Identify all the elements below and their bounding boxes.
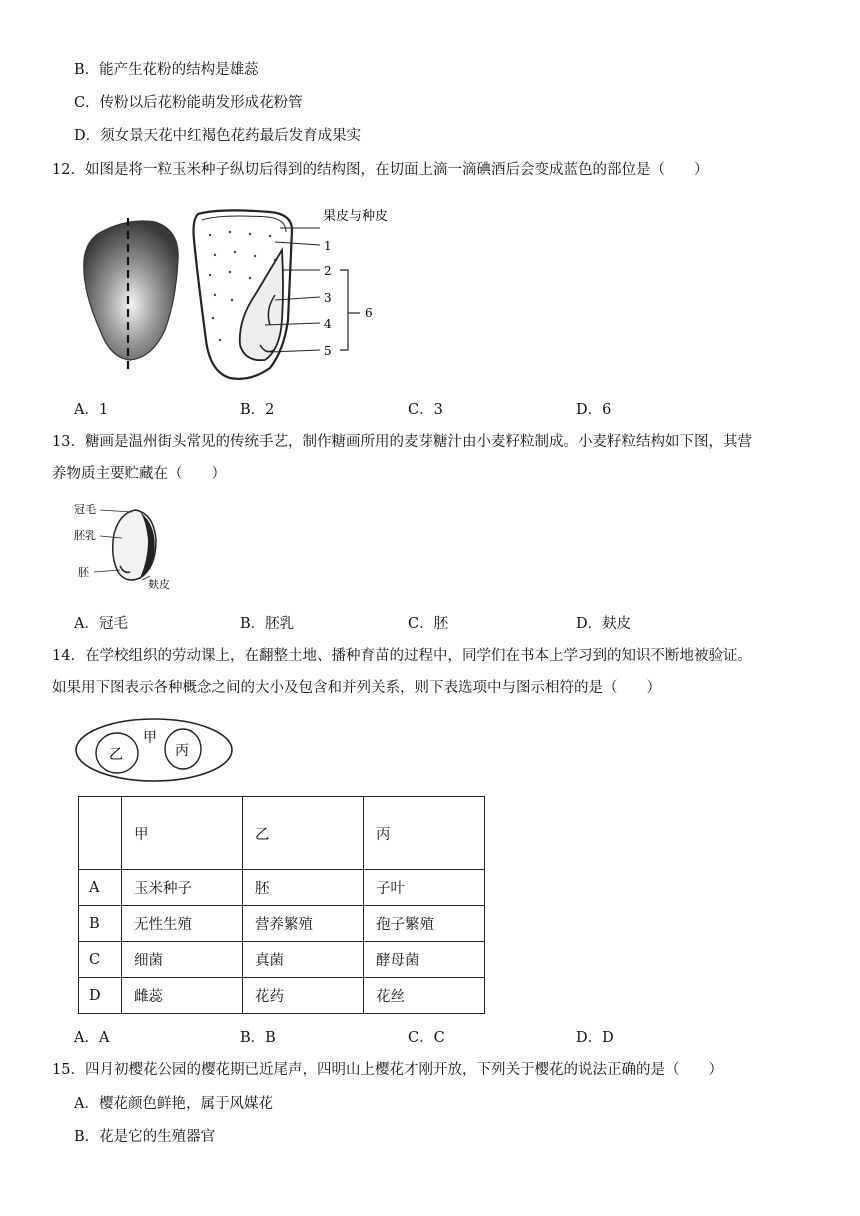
q14-options-table [78, 796, 485, 1014]
q12-option-b: B．2 [240, 402, 275, 418]
q14-label-jia: 甲 [143, 730, 157, 746]
q15-option-a: A．樱花颜色鲜艳，属于风媒花 [74, 1096, 273, 1112]
q14-label-yi: 乙 [109, 747, 123, 763]
q12-corn-seed-figure [70, 200, 430, 390]
q14-option-b: B．B [240, 1030, 276, 1046]
q14-stem-line2: 如果用下图表示各种概念之间的大小及包含和并列关系，则下表选项中与图示相符的是（ ） [52, 680, 661, 696]
table-header-cell: 乙 [243, 797, 364, 870]
table-cell: 无性生殖 [122, 906, 243, 942]
table-cell: 真菌 [243, 942, 364, 978]
q11-option-c: C．传粉以后花粉能萌发形成花粉管 [74, 95, 303, 111]
table-header-cell [79, 797, 122, 870]
table-header-row [79, 797, 485, 870]
q11-option-b: B．能产生花粉的结构是雄蕊 [74, 62, 259, 78]
table-cell: 酵母菌 [364, 942, 485, 978]
q14-stem-line1: 14．在学校组织的劳动课上，在翻整土地、播种育苗的过程中，同学们在书本上学习到的知识不断地被验证。 [52, 648, 752, 664]
q12-label-3: 3 [324, 291, 332, 305]
table-cell: 营养繁殖 [243, 906, 364, 942]
table-cell: 花药 [243, 978, 364, 1014]
q14-option-c: C．C [408, 1030, 445, 1046]
table-cell: 雌蕊 [122, 978, 243, 1014]
table-cell: 孢子繁殖 [364, 906, 485, 942]
table-row [79, 906, 485, 942]
q14-option-a: A．A [74, 1030, 110, 1046]
table-cell: 细菌 [122, 942, 243, 978]
table-cell: 花丝 [364, 978, 485, 1014]
table-row [79, 870, 485, 906]
q13-stem-line1: 13．糖画是温州街头常见的传统手艺，制作糖画所用的麦芽糖汁由小麦籽粒制成。小麦籽粒结构如下图，其营 [52, 434, 752, 450]
q12-whole-seed-photo [84, 221, 178, 360]
q14-option-d: D．D [576, 1030, 614, 1046]
q12-label-1: 1 [324, 239, 332, 253]
q12-label-5: 5 [324, 344, 332, 358]
table-row [79, 978, 485, 1014]
q12-label-skin: 果皮与种皮 [323, 209, 389, 224]
q15-option-b: B．花是它的生殖器官 [74, 1129, 216, 1145]
q12-option-a: A．1 [74, 402, 109, 418]
table-cell: C [79, 942, 122, 978]
table-cell: D [79, 978, 122, 1014]
table-cell: 胚 [243, 870, 364, 906]
q13-label-fupi: 麸皮 [148, 578, 170, 591]
q12-stem: 12．如图是将一粒玉米种子纵切后得到的结构图，在切面上滴一滴碘酒后会变成蓝色的部位是（ ） [52, 162, 709, 178]
q12-option-d: D．6 [576, 402, 612, 418]
q13-stem-line2: 养物质主要贮藏在（ ） [52, 466, 226, 482]
q12-label-6: 6 [365, 306, 373, 320]
q13-label-guanmao: 冠毛 [74, 503, 96, 516]
q13-option-a: A．冠毛 [74, 616, 128, 632]
table-cell: A [79, 870, 122, 906]
q14-label-bing: 丙 [175, 743, 189, 759]
q13-wheat-grain-figure [74, 500, 184, 592]
table-cell: 子叶 [364, 870, 485, 906]
q15-stem: 15．四月初樱花公园的樱花期已近尾声，四明山上樱花才刚开放，下列关于樱花的说法正确的是（ ） [52, 1062, 723, 1078]
q12-label-4: 4 [324, 317, 332, 331]
q13-option-c: C．胚 [408, 616, 449, 632]
q13-label-pei: 胚 [78, 566, 89, 579]
q13-option-d: D．麸皮 [576, 616, 632, 632]
table-cell: 玉米种子 [122, 870, 243, 906]
table-header-cell: 丙 [364, 797, 485, 870]
q11-option-d: D．须女景天花中红褐色花药最后发育成果实 [74, 128, 362, 144]
q12-label-2: 2 [324, 264, 332, 278]
q14-outer-ellipse [76, 719, 232, 781]
q12-option-c: C．3 [408, 402, 443, 418]
table-cell: B [79, 906, 122, 942]
table-header-cell: 甲 [122, 797, 243, 870]
q13-option-b: B．胚乳 [240, 616, 295, 632]
table-row [79, 942, 485, 978]
q13-label-peiru: 胚乳 [74, 529, 96, 542]
q14-venn-diagram [74, 716, 236, 784]
